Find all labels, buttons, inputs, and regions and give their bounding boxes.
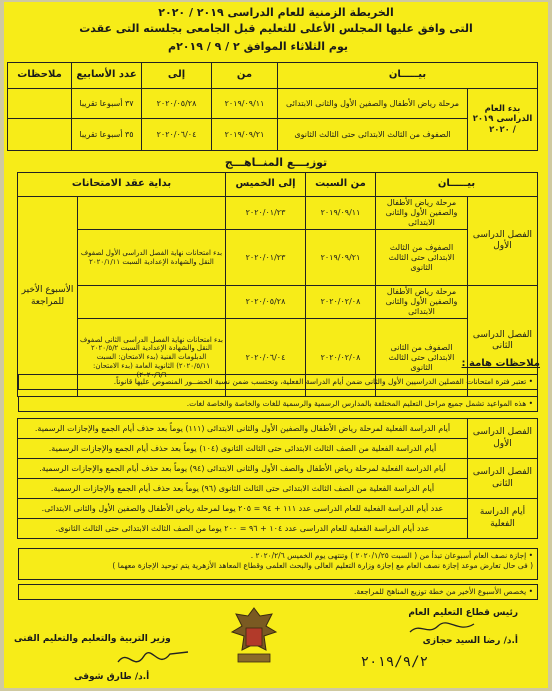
term2-label: الفصل الدراسى الثانى	[468, 286, 538, 397]
schedule-table	[7, 62, 538, 151]
row-from: ٢٠١٩/٠٩/١١	[212, 89, 278, 119]
header-statement: بيـــــان	[376, 173, 538, 197]
row-from: ٢٠١٩/٠٩/١١	[306, 197, 376, 230]
document-subtitle: التى وافق عليها المجلس الأعلى للتعليم قبل الجامعى بجلسته التى عقدت	[79, 22, 473, 35]
note-exams-count: • تعتبر فترة امتحانات الفصلين الدراسيين الأول والثانى ضمن أيام الدراسة الفعلية، وتحتسب ضمن نسبة الحضــور المنصوص عليها قانوناً.	[18, 374, 538, 390]
row-notes	[8, 89, 72, 119]
row-from: ٢٠٢٠/٠٢/٠٨	[306, 286, 376, 319]
table-row	[18, 286, 538, 319]
row-to: ٢٠٢٠/٠١/٢٣	[226, 197, 306, 230]
row-weeks: ٣٧ أسبوعا تقريبا	[72, 89, 142, 119]
important-notes-title: ملاحظات هامة :	[461, 358, 540, 369]
notes-term2-label: الفصل الدراسى الثانى	[468, 459, 538, 499]
row-to: ٢٠٢٠/٠٥/٢٨	[142, 89, 212, 119]
row-from: ٢٠١٩/٠٩/٢١	[306, 230, 376, 286]
table-row	[8, 119, 538, 151]
row-from: ٢٠١٩/٠٩/٢١	[212, 119, 278, 151]
note-schools: • هذه المواعيد تشمل جميع مراحل التعليم المختلفة بالمدارس الرسمية والرسمية للغات والخاصة والخاصة لغات.	[18, 396, 538, 412]
row-to: ٢٠٢٠/٠٦/٠٤	[142, 119, 212, 151]
midyear-break-text: • إجازة نصف العام أسبوعان تبدأ من ( السبت ٢٠٢٠/١/٢٥ ) وتنتهى يوم الخميس ٢٠٢٠/٢/٦ .	[250, 551, 533, 560]
section-title-curriculum: توزيـــع المنــاهـــج	[224, 156, 328, 169]
row-to: ٢٠٢٠/٠٥/٢٨	[226, 286, 306, 319]
last-week-review: الأسبوع الأخير للمراجعة	[18, 197, 78, 397]
minister-name: أ.د/ طارق شوقى	[74, 672, 150, 682]
midyear-break-condition: ( فى حال تعارض موعد إجازة نصف العام مع إجازة وزارة التعليم العالى والبحث العلمى وقطاع المعاهد الأزهرية يتم توحيد الإجازة معهما )	[112, 560, 533, 570]
row-exam	[78, 286, 226, 319]
row-desc: الصفوف من الثالث الابتدائى حتى الثالث الثانوى	[376, 230, 468, 286]
row-exam: بدء امتحانات نهاية الفصل الدراسى الثانى لصفوف النقل والشهادة الإعدادية السبت ٢٠٢٠/٥/٢ الدبلومات الفنية (بدء الامتحان: السبت ٢٠٢٠/٥/١١) الثانوية العامة (بدء الامتحان: ٢٠٢٠/٦/٦)	[78, 319, 226, 397]
row-exam	[78, 197, 226, 230]
table-row	[8, 89, 538, 119]
notes-days-label: أيام الدراسة الفعلية	[468, 499, 538, 539]
note-midyear-break	[18, 548, 538, 580]
egypt-eagle-emblem-icon	[226, 602, 282, 672]
note-line: أيام الدراسة الفعلية لمرحلة رياض الأطفال والصفين الأول والثانى الابتدائى (١١١) يوماً بعد حذف أيام الجمع والإجازات الرسمية.	[18, 419, 468, 439]
document-title: الخريطة الزمنية للعام الدراسى ٢٠١٩ / ٢٠٢٠	[158, 6, 394, 19]
note-line: أيام الدراسة الفعلية من الصف الثالث الابتدائى حتى الثالث الثانوى (٩٦) يوماً بعد حذف أيام الجمع والإجازات الرسمية.	[18, 479, 468, 499]
note-line: أيام الدراسة الفعلية من الصف الثالث الابتدائى حتى الثالث الثانوى (١٠٤) يوماً بعد حذف أيام الجمع والإجازات الرسمية.	[18, 439, 468, 459]
start-year-label: بدء العام الدراسى ٢٠١٩ / ٢٠٢٠	[468, 89, 538, 151]
header-from-saturday: من السبت	[306, 173, 376, 197]
study-days-table	[17, 418, 538, 539]
note-line: أيام الدراسة الفعلية لمرحلة رياض الأطفال والصف الأول والثانى الابتدائى (٩٤) يوماً بعد حذف أيام الجمع والإجازات الرسمية.	[18, 459, 468, 479]
header-exam-start: بداية عقد الامتحانات	[18, 173, 226, 197]
handwritten-date: ٢٠١٩/٩/٢	[360, 654, 428, 670]
header-to: إلى	[142, 63, 212, 89]
table-row	[18, 197, 538, 230]
minister-title: وزير التربية والتعليم والتعليم الفنى	[14, 634, 171, 644]
table-row	[18, 230, 538, 286]
note-line: عدد أيام الدراسة الفعلية للعام الدراسى عدد ١١١ + ٩٤ = ٢٠٥ يوما لمرحلة رياض الأطفال والصفين الأول والثانى الابتدائى.	[18, 499, 468, 519]
row-desc: الصفوف من الثانى الابتدائى حتى الثالث الثانوى	[376, 319, 468, 397]
head-title: رئيس قطاع التعليم العام	[408, 608, 518, 618]
row-desc: مرحلة رياض الأطفال والصفين الأول والثانى الابتدائى	[376, 286, 468, 319]
meeting-date: يوم الثلاثاء الموافق ٢ / ٩ / ٢٠١٩م	[168, 40, 348, 53]
header-from: من	[212, 63, 278, 89]
row-from: ٢٠٢٠/٠٢/٠٨	[306, 319, 376, 397]
row-desc: مرحلة رياض الأطفال والصفين الأول والثانى الابتدائى	[376, 197, 468, 230]
minister-signature-icon	[114, 642, 194, 676]
row-exam: بدء امتحانات نهاية الفصل الدراسى الأول لصفوف النقل والشهادة الإعدادية السبت ٢٠٢٠/١/١١	[78, 230, 226, 286]
note-line: عدد أيام الدراسة الفعلية للعام الدراسى عدد ١٠٤ + ٩٦ = ٢٠٠ يوما من الصف الثالث الابتدائى حتى الثالث الثانوى.	[18, 519, 468, 539]
row-notes	[8, 119, 72, 151]
row-to: ٢٠٢٠/٠٦/٠٤	[226, 319, 306, 397]
header-statement: بيـــــان	[278, 63, 538, 89]
term1-label: الفصل الدراسى الأول	[468, 197, 538, 286]
document-page	[4, 2, 548, 688]
note-last-week: • يخصص الأسبوع الأخير من خطة توزيع المناهج للمراجعة.	[18, 584, 538, 600]
row-to: ٢٠٢٠/٠١/٢٣	[226, 230, 306, 286]
header-to-thursday: إلى الخميس	[226, 173, 306, 197]
header-weeks: عدد الأسابيع	[72, 63, 142, 89]
row-desc: الصفوف من الثالث الابتدائى حتى الثالث الثانوى	[278, 119, 468, 151]
notes-term1-label: الفصل الدراسى الأول	[468, 419, 538, 459]
curriculum-table	[17, 172, 538, 397]
row-desc: مرحلة رياض الأطفال والصفين الأول والثانى الابتدائى	[278, 89, 468, 119]
header-notes: ملاحظات	[8, 63, 72, 89]
head-name: أ.د/ رضا السيد حجازى	[422, 636, 518, 646]
head-signature-icon	[408, 618, 478, 638]
row-weeks: ٣٥ أسبوعا تقريبا	[72, 119, 142, 151]
